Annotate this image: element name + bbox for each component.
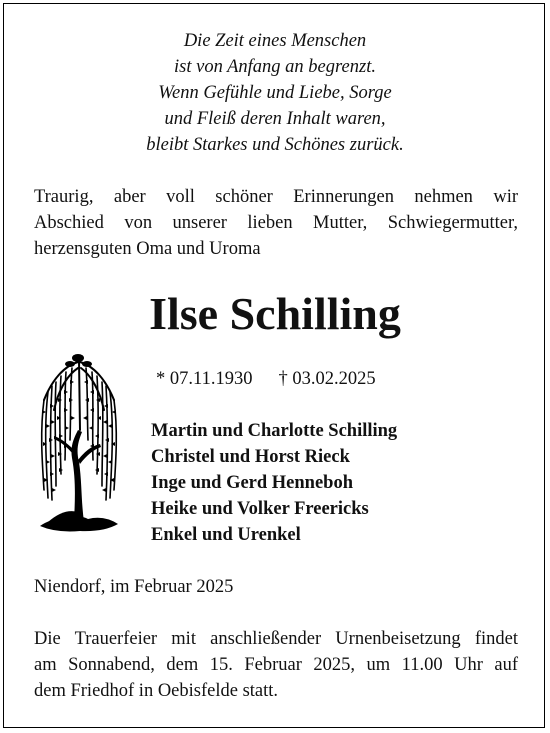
funeral-line: am Sonnabend, dem 15. Februar 2025, um 11.00 Uhr auf	[34, 655, 518, 675]
mourner-name: Martin und Charlotte Schilling	[151, 421, 398, 441]
funeral-info	[34, 626, 518, 704]
mourners-list	[151, 418, 397, 548]
intro-line: Traurig, aber voll schöner Erinnerungen nehmen wir	[34, 187, 518, 207]
poem-line: ist von Anfang an begrenzt.	[174, 57, 376, 77]
deceased-name: Ilse Schilling	[149, 288, 401, 339]
mourner-name: Inge und Gerd Henneboh	[151, 473, 354, 493]
poem-line: Die Zeit eines Menschen	[183, 31, 367, 51]
poem-line: Wenn Gefühle und Liebe, Sorge	[158, 83, 392, 103]
poem	[0, 28, 550, 158]
poem-line: bleibt Starkes und Schönes zurück.	[146, 135, 404, 155]
funeral-line: dem Friedhof in Oebisfelde statt.	[34, 681, 279, 701]
life-dates	[156, 366, 376, 392]
intro-line: Abschied von unserer lieben Mutter, Schwiegermutter,	[34, 213, 518, 233]
weeping-willow-icon	[34, 350, 124, 536]
intro-text	[34, 184, 518, 262]
intro-line: herzensguten Oma und Uroma	[34, 239, 261, 259]
birth-date: * 07.11.1930	[156, 369, 253, 389]
mourner-name: Heike und Volker Freericks	[151, 499, 369, 519]
funeral-line: Die Trauerfeier mit anschließender Urnenbeisetzung findet	[34, 629, 518, 649]
mourner-name: Enkel und Urenkel	[151, 525, 301, 545]
death-date: † 03.02.2025	[278, 369, 376, 389]
mourner-name: Christel und Horst Rieck	[151, 447, 350, 467]
place-date: Niendorf, im Februar 2025	[34, 577, 234, 597]
poem-line: und Fleiß deren Inhalt waren,	[164, 109, 386, 129]
